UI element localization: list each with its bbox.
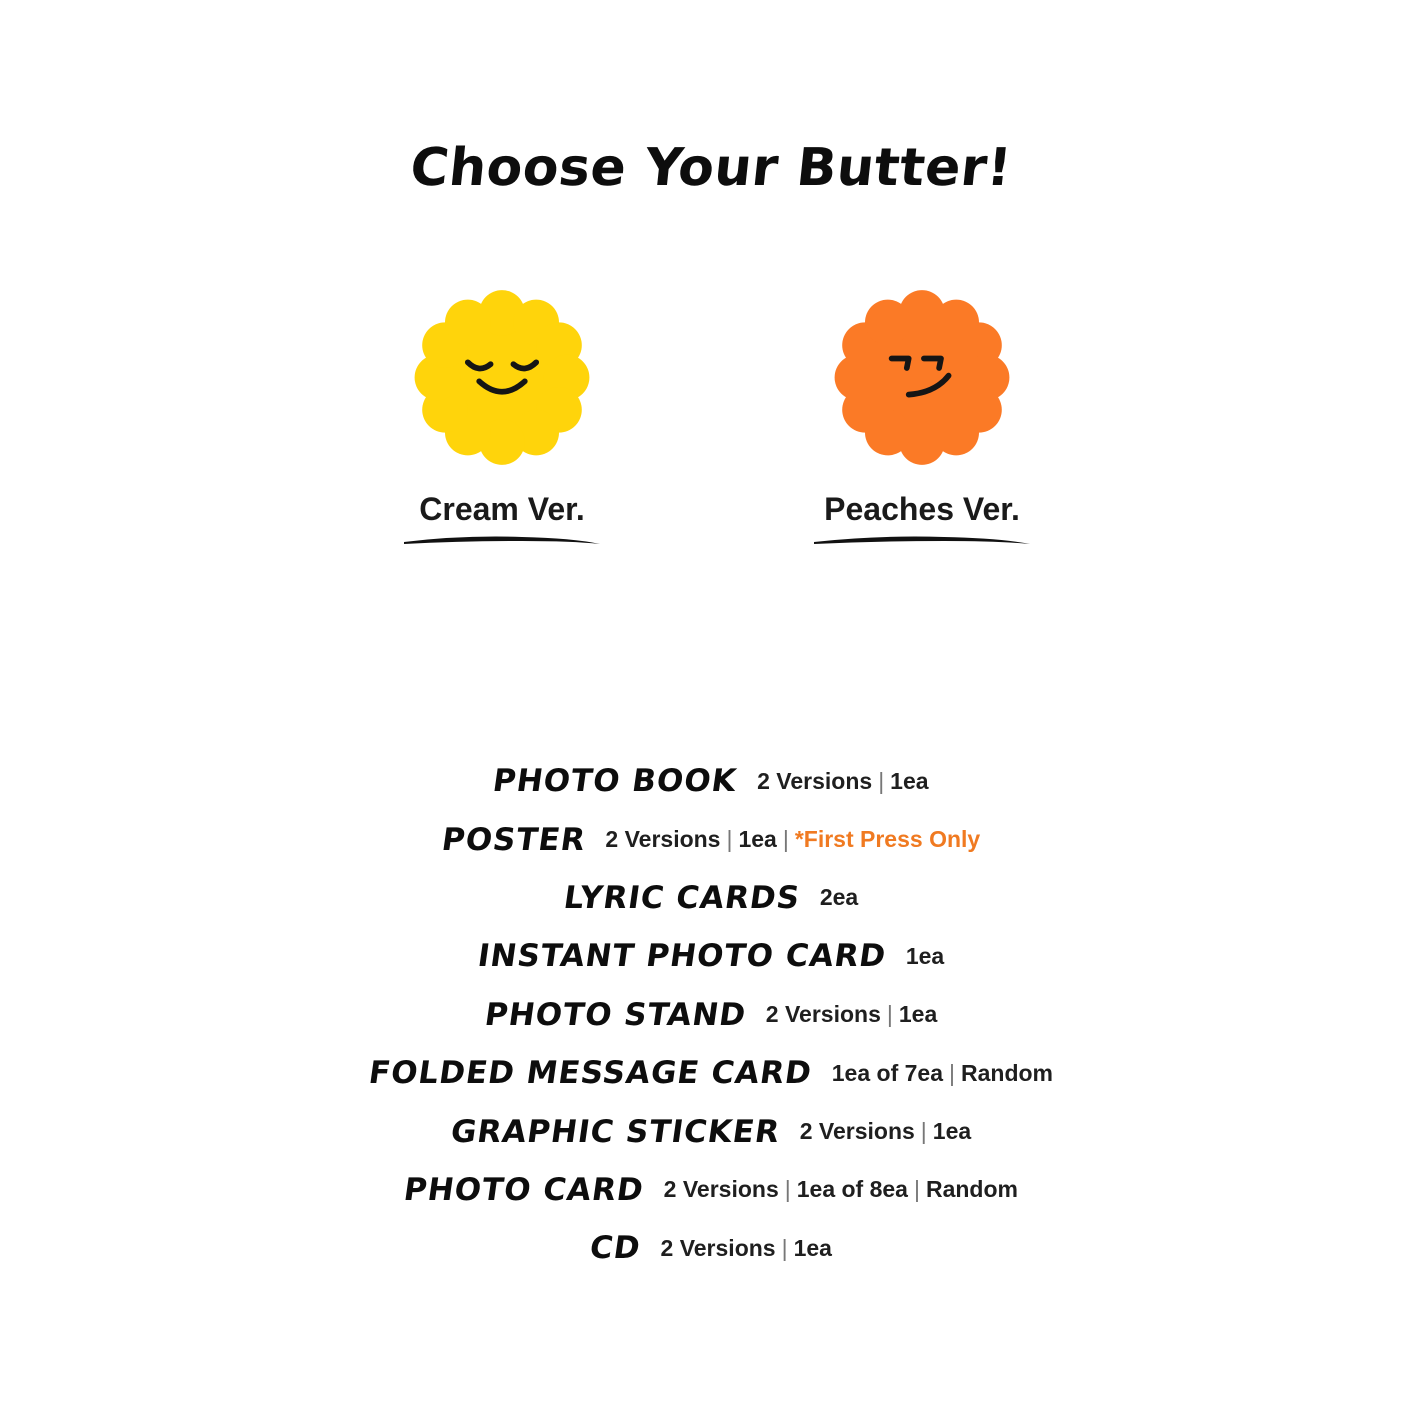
item-name: POSTER [439, 821, 588, 858]
page-title: Choose Your Butter! [407, 138, 1015, 198]
item-detail: 2 Versions | 1ea [660, 1234, 832, 1261]
version-peaches[interactable] [812, 280, 1032, 548]
contents-row [0, 1161, 1422, 1219]
item-detail: 2 Versions | 1ea [799, 1118, 972, 1145]
item-name: PHOTO CARD [401, 1171, 647, 1208]
contents-row [0, 986, 1422, 1044]
item-name: GRAPHIC STICKER [448, 1113, 783, 1150]
item-detail: 2 Versions | 1ea [757, 767, 929, 794]
first-press-note: *First Press Only [794, 826, 981, 853]
contents-row [0, 752, 1422, 810]
item-detail: 2 Versions | 1ea | *First Press Only [605, 826, 981, 853]
contents-row [0, 1102, 1422, 1160]
item-name: PHOTO STAND [482, 996, 749, 1033]
item-detail: 2ea [819, 884, 859, 911]
item-name: FOLDED MESSAGE CARD [366, 1055, 815, 1092]
cream-version-label: Cream Ver. [419, 491, 585, 527]
peaches-version-label: Peaches Ver. [824, 491, 1020, 527]
item-name: CD [587, 1230, 644, 1267]
item-detail: 1ea of 7ea | Random [831, 1059, 1053, 1086]
version-cream[interactable] [392, 280, 612, 548]
item-detail: 2 Versions | 1ea of 8ea | Random [663, 1176, 1018, 1203]
contents-row [0, 1219, 1422, 1277]
item-name: INSTANT PHOTO CARD [475, 938, 889, 975]
brush-underline [812, 532, 1032, 548]
item-name: LYRIC CARDS [561, 879, 803, 916]
contents-row [0, 927, 1422, 985]
item-name: PHOTO BOOK [490, 763, 740, 800]
contents-row [0, 810, 1422, 868]
brush-underline [402, 532, 602, 548]
yellow-smiling-flower-icon [407, 280, 597, 475]
contents-row [0, 869, 1422, 927]
contents-row [0, 1044, 1422, 1102]
item-detail: 2 Versions | 1ea [765, 1001, 938, 1028]
orange-smirking-flower-icon [827, 280, 1017, 475]
package-contents-list [0, 752, 1422, 1278]
item-detail: 1ea [905, 942, 945, 969]
